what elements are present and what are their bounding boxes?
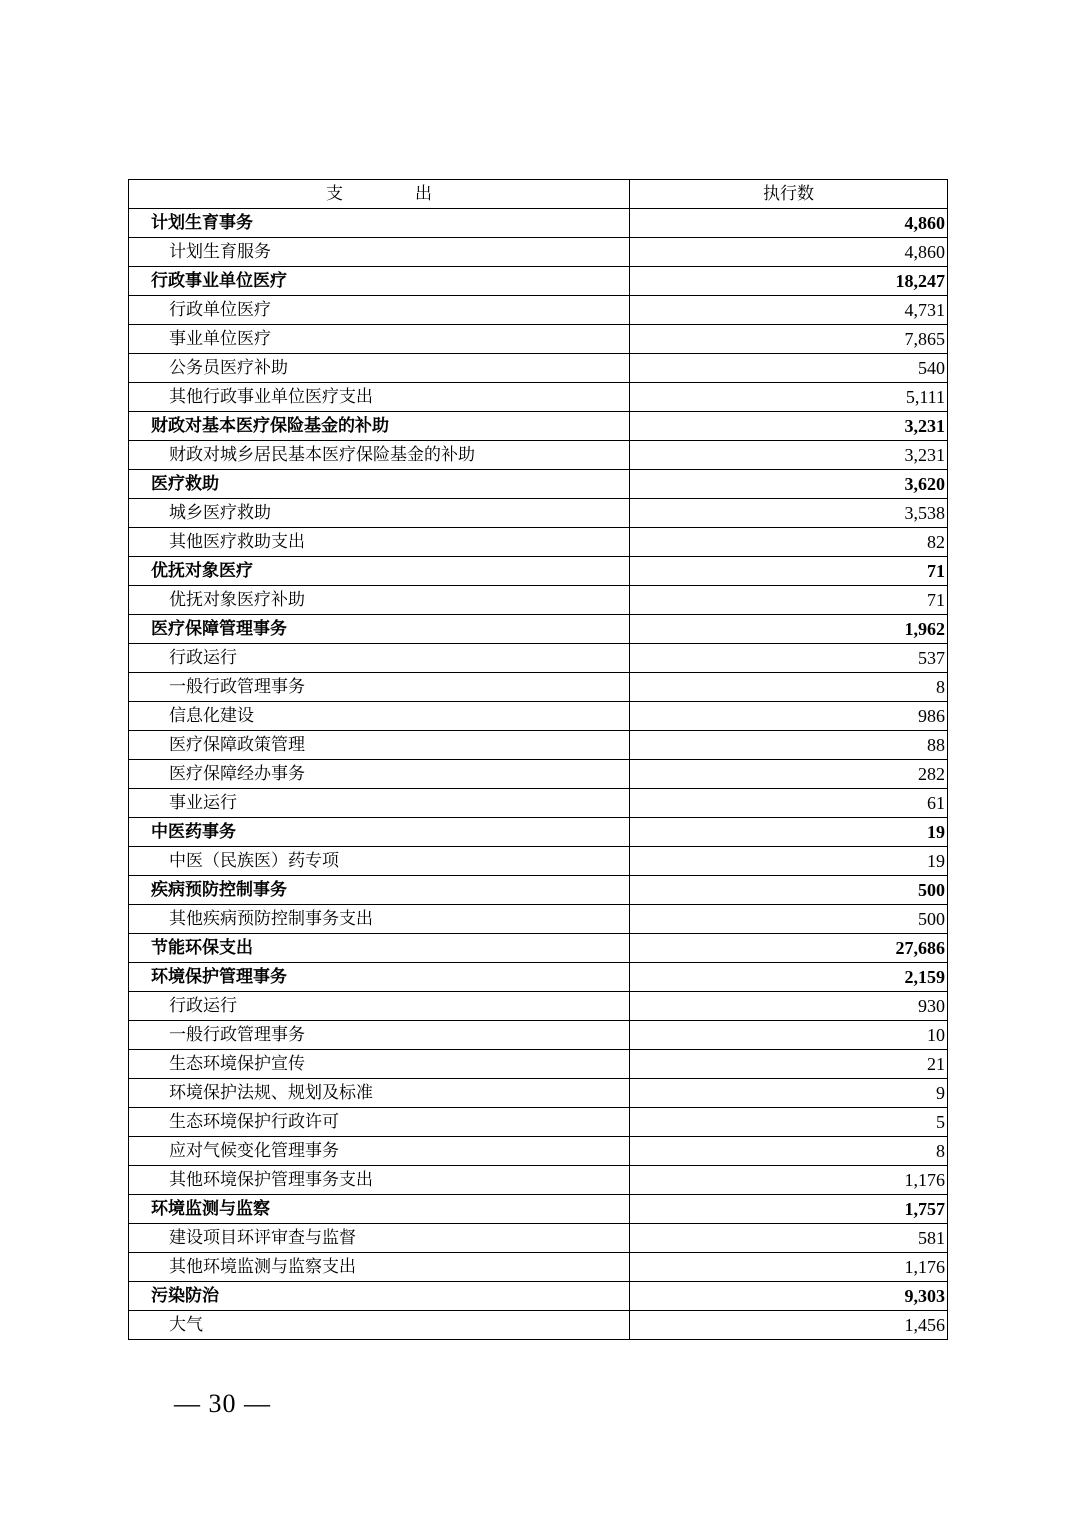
table-row — [129, 1079, 948, 1108]
table-row — [129, 673, 948, 702]
table-row — [129, 615, 948, 644]
row-item-name: 污染防治 — [129, 1282, 630, 1311]
row-item-value: 88 — [630, 731, 948, 760]
table-row — [129, 992, 948, 1021]
row-item-value: 3,231 — [630, 412, 948, 441]
row-item-name: 应对气候变化管理事务 — [129, 1137, 630, 1166]
row-item-value: 540 — [630, 354, 948, 383]
table-row — [129, 470, 948, 499]
row-item-name: 事业单位医疗 — [129, 325, 630, 354]
row-item-name: 大气 — [129, 1311, 630, 1340]
row-item-value: 4,731 — [630, 296, 948, 325]
row-item-value: 986 — [630, 702, 948, 731]
row-item-value: 71 — [630, 557, 948, 586]
table-row — [129, 499, 948, 528]
table-row — [129, 1137, 948, 1166]
row-item-value: 4,860 — [630, 209, 948, 238]
row-item-value: 27,686 — [630, 934, 948, 963]
row-item-name: 医疗保障政策管理 — [129, 731, 630, 760]
row-item-value: 1,456 — [630, 1311, 948, 1340]
row-item-value: 3,538 — [630, 499, 948, 528]
row-item-name: 财政对基本医疗保险基金的补助 — [129, 412, 630, 441]
row-item-name: 环境保护法规、规划及标准 — [129, 1079, 630, 1108]
row-item-value: 71 — [630, 586, 948, 615]
table-row — [129, 731, 948, 760]
row-item-name: 环境保护管理事务 — [129, 963, 630, 992]
row-item-name: 城乡医疗救助 — [129, 499, 630, 528]
table-row — [129, 1166, 948, 1195]
row-item-value: 930 — [630, 992, 948, 1021]
row-item-name: 行政单位医疗 — [129, 296, 630, 325]
header-expenditure-char2: 出 — [415, 184, 432, 204]
page-number: — 30 — — [174, 1389, 271, 1418]
row-item-name: 医疗保障经办事务 — [129, 760, 630, 789]
table-row — [129, 760, 948, 789]
header-expenditure — [129, 180, 630, 209]
row-item-name: 优抚对象医疗 — [129, 557, 630, 586]
row-item-name: 其他医疗救助支出 — [129, 528, 630, 557]
table-row — [129, 1282, 948, 1311]
header-execution-amount: 执行数 — [630, 180, 948, 209]
table-row — [129, 296, 948, 325]
row-item-value: 4,860 — [630, 238, 948, 267]
row-item-name: 环境监测与监察 — [129, 1195, 630, 1224]
row-item-name: 其他疾病预防控制事务支出 — [129, 905, 630, 934]
row-item-name: 中医药事务 — [129, 818, 630, 847]
row-item-value: 1,757 — [630, 1195, 948, 1224]
row-item-name: 事业运行 — [129, 789, 630, 818]
row-item-name: 计划生育事务 — [129, 209, 630, 238]
row-item-name: 节能环保支出 — [129, 934, 630, 963]
row-item-value: 2,159 — [630, 963, 948, 992]
table-row — [129, 412, 948, 441]
table-body — [129, 209, 948, 1340]
row-item-value: 537 — [630, 644, 948, 673]
row-item-value: 61 — [630, 789, 948, 818]
row-item-value: 1,176 — [630, 1166, 948, 1195]
table-row — [129, 528, 948, 557]
table-row — [129, 586, 948, 615]
table-row — [129, 267, 948, 296]
table-row — [129, 1108, 948, 1137]
table-row — [129, 702, 948, 731]
table-row — [129, 557, 948, 586]
row-item-value: 9,303 — [630, 1282, 948, 1311]
row-item-name: 医疗救助 — [129, 470, 630, 499]
table-row — [129, 1224, 948, 1253]
row-item-name: 生态环境保护行政许可 — [129, 1108, 630, 1137]
row-item-value: 1,176 — [630, 1253, 948, 1282]
table-row — [129, 354, 948, 383]
table-row — [129, 876, 948, 905]
row-item-value: 7,865 — [630, 325, 948, 354]
row-item-name: 医疗保障管理事务 — [129, 615, 630, 644]
row-item-name: 行政事业单位医疗 — [129, 267, 630, 296]
table-row — [129, 1253, 948, 1282]
row-item-name: 其他环境保护管理事务支出 — [129, 1166, 630, 1195]
row-item-name: 其他环境监测与监察支出 — [129, 1253, 630, 1282]
row-item-value: 8 — [630, 1137, 948, 1166]
table-row — [129, 325, 948, 354]
row-item-name: 行政运行 — [129, 992, 630, 1021]
row-item-value: 282 — [630, 760, 948, 789]
table-row — [129, 934, 948, 963]
row-item-name: 计划生育服务 — [129, 238, 630, 267]
table-row — [129, 789, 948, 818]
row-item-name: 优抚对象医疗补助 — [129, 586, 630, 615]
expenditure-table-container — [128, 179, 947, 1340]
row-item-value: 3,231 — [630, 441, 948, 470]
row-item-name: 中医（民族医）药专项 — [129, 847, 630, 876]
row-item-name: 信息化建设 — [129, 702, 630, 731]
row-item-value: 19 — [630, 847, 948, 876]
table-row — [129, 238, 948, 267]
row-item-value: 19 — [630, 818, 948, 847]
table-row — [129, 383, 948, 412]
row-item-name: 公务员医疗补助 — [129, 354, 630, 383]
row-item-value: 8 — [630, 673, 948, 702]
table-row — [129, 644, 948, 673]
table-row — [129, 1050, 948, 1079]
row-item-name: 其他行政事业单位医疗支出 — [129, 383, 630, 412]
row-item-value: 18,247 — [630, 267, 948, 296]
row-item-value: 581 — [630, 1224, 948, 1253]
row-item-value: 10 — [630, 1021, 948, 1050]
table-header-row — [129, 180, 948, 209]
row-item-value: 3,620 — [630, 470, 948, 499]
table-row — [129, 818, 948, 847]
table-row — [129, 1195, 948, 1224]
row-item-name: 建设项目环评审查与监督 — [129, 1224, 630, 1253]
table-row — [129, 963, 948, 992]
row-item-name: 一般行政管理事务 — [129, 1021, 630, 1050]
table-row — [129, 847, 948, 876]
row-item-value: 1,962 — [630, 615, 948, 644]
row-item-value: 500 — [630, 876, 948, 905]
row-item-value: 9 — [630, 1079, 948, 1108]
row-item-value: 5,111 — [630, 383, 948, 412]
table-row — [129, 1311, 948, 1340]
row-item-name: 疾病预防控制事务 — [129, 876, 630, 905]
row-item-value: 5 — [630, 1108, 948, 1137]
table-row — [129, 1021, 948, 1050]
table-row — [129, 905, 948, 934]
row-item-name: 财政对城乡居民基本医疗保险基金的补助 — [129, 441, 630, 470]
row-item-value: 500 — [630, 905, 948, 934]
expenditure-table — [128, 179, 948, 1340]
table-row — [129, 441, 948, 470]
header-expenditure-char1: 支 — [326, 184, 343, 204]
row-item-name: 生态环境保护宣传 — [129, 1050, 630, 1079]
row-item-value: 82 — [630, 528, 948, 557]
table-row — [129, 209, 948, 238]
row-item-name: 一般行政管理事务 — [129, 673, 630, 702]
row-item-value: 21 — [630, 1050, 948, 1079]
row-item-name: 行政运行 — [129, 644, 630, 673]
